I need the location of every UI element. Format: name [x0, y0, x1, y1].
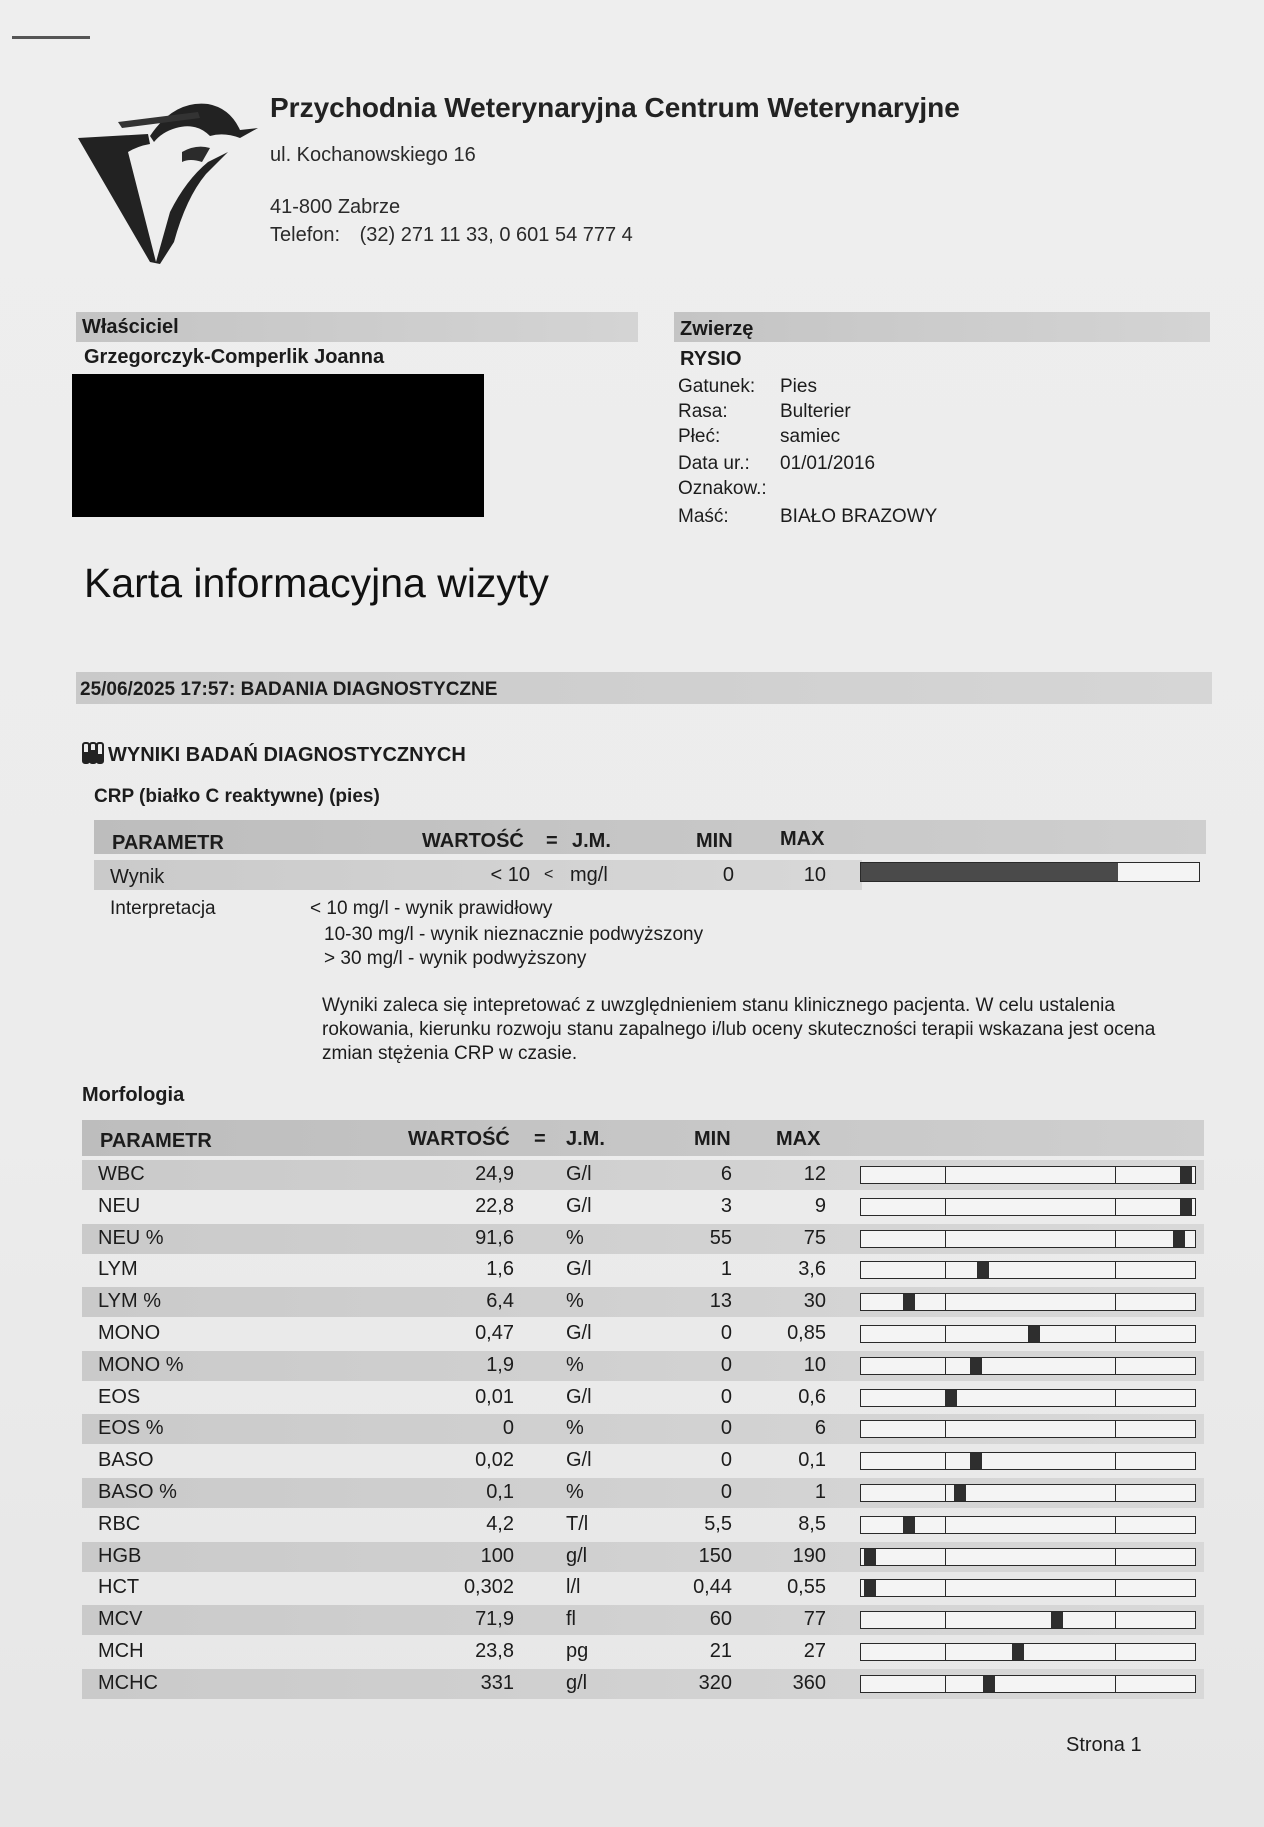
row-param: MCH: [98, 1640, 144, 1662]
gauge-marker: [864, 1580, 876, 1596]
gauge-tick: [945, 1612, 946, 1628]
crp-row-max: 10: [803, 864, 826, 886]
crp-col-max: MAX: [780, 828, 825, 850]
animal-field-value: samiec: [780, 426, 841, 447]
row-min: 320: [698, 1672, 732, 1694]
row-value: 22,8: [475, 1195, 514, 1217]
gauge-marker: [1173, 1231, 1185, 1247]
row-param: EOS %: [98, 1417, 164, 1439]
range-gauge: [860, 1579, 1196, 1597]
range-gauge: [860, 1357, 1196, 1375]
animal-field-label: Gatunek:: [678, 376, 756, 397]
range-gauge: [860, 1325, 1196, 1343]
row-value: 0,01: [475, 1386, 514, 1408]
range-gauge: [860, 1611, 1196, 1629]
gauge-tick: [945, 1644, 946, 1660]
row-max: 75: [803, 1227, 826, 1249]
range-gauge: [860, 1293, 1196, 1311]
row-value: 6,4: [486, 1290, 514, 1312]
gauge-tick: [1115, 1294, 1116, 1310]
morf-col-value: WARTOŚĆ: [408, 1128, 510, 1150]
range-gauge: [860, 1230, 1196, 1248]
row-param: BASO: [98, 1449, 154, 1471]
crp-interp-line-3: > 30 mg/l - wynik podwyższony: [324, 948, 587, 969]
row-value: 71,9: [475, 1608, 514, 1630]
row-unit: G/l: [566, 1449, 592, 1471]
document-title: Karta informacyjna wizyty: [84, 560, 549, 606]
row-unit: %: [566, 1354, 584, 1376]
row-value: 91,6: [475, 1227, 514, 1249]
row-unit: l/l: [566, 1576, 581, 1598]
row-min: 55: [709, 1227, 732, 1249]
clinic-name: Przychodnia Weterynaryjna Centrum Weterynaryjne: [270, 92, 960, 123]
row-unit: G/l: [566, 1322, 592, 1344]
scan-mark: [12, 36, 90, 39]
gauge-tick: [945, 1676, 946, 1692]
row-param: MONO %: [98, 1354, 184, 1376]
gauge-tick: [945, 1358, 946, 1374]
gauge-marker: [1051, 1612, 1063, 1628]
crp-gauge-fill: [861, 863, 1118, 881]
animal-field-label: Płeć:: [678, 426, 721, 447]
animal-field-row: [678, 453, 875, 475]
gauge-marker: [954, 1485, 966, 1501]
gauge-tick: [1115, 1644, 1116, 1660]
crp-interp-line-1: < 10 mg/l - wynik prawidłowy: [310, 898, 553, 919]
row-param: MCHC: [98, 1672, 158, 1694]
gauge-marker: [977, 1262, 989, 1278]
row-value: 100: [480, 1545, 514, 1567]
animal-name: RYSIO: [680, 348, 742, 370]
owner-name: Grzegorczyk-Comperlik Joanna: [84, 346, 385, 368]
row-param: LYM: [98, 1258, 138, 1280]
gauge-tick: [945, 1294, 946, 1310]
clinic-street: ul. Kochanowskiego 16: [270, 144, 476, 166]
row-param: NEU: [98, 1195, 141, 1217]
morfologia-title: Morfologia: [82, 1084, 185, 1106]
range-gauge: [860, 1548, 1196, 1566]
row-min: 0: [720, 1386, 732, 1408]
gauge-tick: [945, 1326, 946, 1342]
row-min: 6: [720, 1163, 732, 1185]
gauge-tick: [1115, 1262, 1116, 1278]
test-tubes-icon: [82, 742, 104, 764]
range-gauge: [860, 1643, 1196, 1661]
gauge-tick: [1115, 1199, 1116, 1215]
row-value: 1,9: [486, 1354, 514, 1376]
row-max: 3,6: [798, 1258, 826, 1280]
row-max: 0,85: [787, 1322, 826, 1344]
range-gauge: [860, 1452, 1196, 1470]
row-max: 0,55: [787, 1576, 826, 1598]
animal-field-row: [678, 401, 851, 423]
animal-field-value: 01/01/2016: [780, 453, 876, 474]
gauge-marker: [1028, 1326, 1040, 1342]
gauge-tick: [1115, 1485, 1116, 1501]
morf-col-unit: J.M.: [566, 1128, 605, 1150]
range-gauge: [860, 1198, 1196, 1216]
morf-col-max: MAX: [776, 1128, 821, 1150]
gauge-tick: [1115, 1326, 1116, 1342]
row-max: 10: [803, 1354, 826, 1376]
row-min: 5,5: [704, 1513, 732, 1535]
animal-field-row: [678, 376, 817, 398]
page-number: Strona 1: [1066, 1734, 1142, 1756]
row-value: 0,02: [475, 1449, 514, 1471]
crp-row-unit: mg/l: [570, 864, 608, 886]
gauge-tick: [1115, 1231, 1116, 1247]
row-value: 0: [502, 1417, 514, 1439]
animal-field-label: Oznakow.:: [678, 478, 767, 499]
crp-col-param: PARAMETR: [112, 832, 224, 854]
gauge-marker: [903, 1294, 915, 1310]
row-value: 331: [480, 1672, 514, 1694]
gauge-tick: [945, 1262, 946, 1278]
animal-field-row: [678, 506, 937, 528]
crp-interp-label: Interpretacja: [110, 898, 216, 919]
gauge-tick: [1115, 1549, 1116, 1565]
crp-row-flag: <: [544, 866, 554, 883]
row-min: 60: [709, 1608, 732, 1630]
row-unit: T/l: [566, 1513, 589, 1535]
row-param: BASO %: [98, 1481, 177, 1503]
row-unit: G/l: [566, 1386, 592, 1408]
row-param: HCT: [98, 1576, 140, 1598]
row-min: 0: [720, 1417, 732, 1439]
owner-header: Właściciel: [82, 316, 179, 338]
morf-col-param: PARAMETR: [100, 1130, 212, 1152]
gauge-marker: [1012, 1644, 1024, 1660]
gauge-tick: [1115, 1167, 1116, 1183]
range-gauge: [860, 1484, 1196, 1502]
row-param: MCV: [98, 1608, 143, 1630]
redacted-block: [72, 374, 484, 517]
gauge-tick: [945, 1485, 946, 1501]
morf-table-header-bar: [82, 1120, 1204, 1156]
range-gauge: [860, 1675, 1196, 1693]
animal-field-row: [678, 478, 780, 500]
row-unit: %: [566, 1227, 584, 1249]
crp-col-eq: =: [546, 830, 558, 852]
gauge-tick: [945, 1421, 946, 1437]
row-min: 3: [720, 1195, 732, 1217]
clinic-phone: (32) 271 11 33, 0 601 54 777 4: [359, 224, 633, 246]
gauge-tick: [1115, 1421, 1116, 1437]
row-max: 77: [803, 1608, 826, 1630]
animal-header: Zwierzę: [680, 318, 754, 340]
results-title: WYNIKI BADAŃ DIAGNOSTYCZNYCH: [108, 744, 466, 766]
crp-col-value: WARTOŚĆ: [422, 830, 524, 852]
row-max: 27: [803, 1640, 826, 1662]
gauge-tick: [1115, 1676, 1116, 1692]
crp-row-min: 0: [722, 864, 734, 886]
row-value: 0,1: [486, 1481, 514, 1503]
row-unit: pg: [566, 1640, 589, 1662]
animal-field-row: [678, 426, 840, 448]
row-param: LYM %: [98, 1290, 161, 1312]
row-param: WBC: [98, 1163, 145, 1185]
crp-interp-line-2: 10-30 mg/l - wynik nieznacznie podwyższony: [324, 924, 704, 945]
row-min: 0: [720, 1354, 732, 1376]
row-min: 0,44: [693, 1576, 732, 1598]
gauge-tick: [945, 1167, 946, 1183]
crp-gauge: [860, 862, 1200, 882]
crp-col-min: MIN: [696, 830, 733, 852]
range-gauge: [860, 1516, 1196, 1534]
gauge-tick: [1115, 1517, 1116, 1533]
gauge-marker: [983, 1676, 995, 1692]
row-value: 23,8: [475, 1640, 514, 1662]
row-param: NEU %: [98, 1227, 164, 1249]
row-min: 150: [698, 1545, 732, 1567]
row-max: 9: [814, 1195, 826, 1217]
gauge-marker: [1180, 1167, 1192, 1183]
row-param: MONO: [98, 1322, 161, 1344]
animal-field-value: BIAŁO BRAZOWY: [780, 506, 938, 527]
gauge-marker: [970, 1453, 982, 1469]
crp-note: Wyniki zaleca się intepretować z uwzględnieniem stanu klinicznego pacjenta. W celu ustalenia rokowania, kierunku rozwoju stanu zapalnego i/lub oceny skuteczności terapii wskazana jest ocena zmian stężenia CRP w czasie.: [322, 995, 1156, 1064]
animal-field-value: Bulterier: [780, 401, 851, 422]
row-value: 1,6: [486, 1258, 514, 1280]
row-param: EOS: [98, 1386, 141, 1408]
animal-field-label: Rasa:: [678, 401, 728, 422]
row-min: 0: [720, 1322, 732, 1344]
range-gauge: [860, 1389, 1196, 1407]
crp-table-header-bar: [94, 820, 1206, 854]
row-min: 13: [709, 1290, 732, 1312]
gauge-tick: [1115, 1580, 1116, 1596]
row-max: 30: [803, 1290, 826, 1312]
animal-header-bar: [674, 312, 1210, 342]
row-unit: G/l: [566, 1258, 592, 1280]
clinic-phone-label: Telefon:: [270, 224, 341, 246]
row-value: 24,9: [475, 1163, 514, 1185]
crp-col-unit: J.M.: [572, 830, 611, 852]
gauge-marker: [970, 1358, 982, 1374]
row-max: 0,6: [798, 1386, 826, 1408]
row-max: 12: [803, 1163, 826, 1185]
clinic-city: 41-800 Zabrze: [270, 196, 401, 218]
row-max: 360: [792, 1672, 826, 1694]
row-min: 21: [709, 1640, 732, 1662]
row-min: 0: [720, 1481, 732, 1503]
gauge-marker: [864, 1549, 876, 1565]
crp-title: CRP (białko C reaktywne) (pies): [94, 786, 380, 807]
row-max: 8,5: [798, 1513, 826, 1535]
animal-field-label: Data ur.:: [678, 453, 750, 474]
range-gauge: [860, 1166, 1196, 1184]
row-value: 0,302: [463, 1576, 514, 1598]
row-max: 0,1: [798, 1449, 826, 1471]
gauge-tick: [945, 1580, 946, 1596]
gauge-tick: [945, 1199, 946, 1215]
range-gauge: [860, 1420, 1196, 1438]
row-max: 190: [792, 1545, 826, 1567]
clinic-logo-icon: [78, 92, 258, 272]
row-unit: %: [566, 1481, 584, 1503]
gauge-marker: [945, 1390, 957, 1406]
row-unit: %: [566, 1417, 584, 1439]
animal-field-label: Maść:: [678, 506, 729, 527]
row-param: HGB: [98, 1545, 142, 1567]
gauge-tick: [1115, 1453, 1116, 1469]
gauge-tick: [945, 1517, 946, 1533]
gauge-tick: [945, 1231, 946, 1247]
row-unit: %: [566, 1290, 584, 1312]
row-min: 1: [720, 1258, 732, 1280]
crp-row-param: Wynik: [110, 866, 165, 888]
morf-col-eq: =: [534, 1128, 546, 1150]
gauge-tick: [1115, 1390, 1116, 1406]
row-min: 0: [720, 1449, 732, 1471]
row-unit: G/l: [566, 1195, 592, 1217]
row-unit: fl: [566, 1608, 576, 1630]
animal-field-value: Pies: [780, 376, 817, 397]
gauge-tick: [945, 1549, 946, 1565]
row-max: 6: [814, 1417, 826, 1439]
range-gauge: [860, 1261, 1196, 1279]
row-unit: g/l: [566, 1672, 588, 1694]
morf-col-min: MIN: [694, 1128, 731, 1150]
gauge-marker: [1180, 1199, 1192, 1215]
row-unit: g/l: [566, 1545, 588, 1567]
row-value: 0,47: [475, 1322, 514, 1344]
visit-header: 25/06/2025 17:57: BADANIA DIAGNOSTYCZNE: [80, 679, 498, 700]
row-value: 4,2: [486, 1513, 514, 1535]
gauge-marker: [903, 1517, 915, 1533]
row-param: RBC: [98, 1513, 141, 1535]
crp-row-value: < 10: [490, 864, 530, 886]
row-unit: G/l: [566, 1163, 592, 1185]
gauge-tick: [1115, 1612, 1116, 1628]
gauge-tick: [945, 1453, 946, 1469]
clinic-phone-row: [270, 224, 633, 247]
gauge-tick: [1115, 1358, 1116, 1374]
row-max: 1: [814, 1481, 826, 1503]
